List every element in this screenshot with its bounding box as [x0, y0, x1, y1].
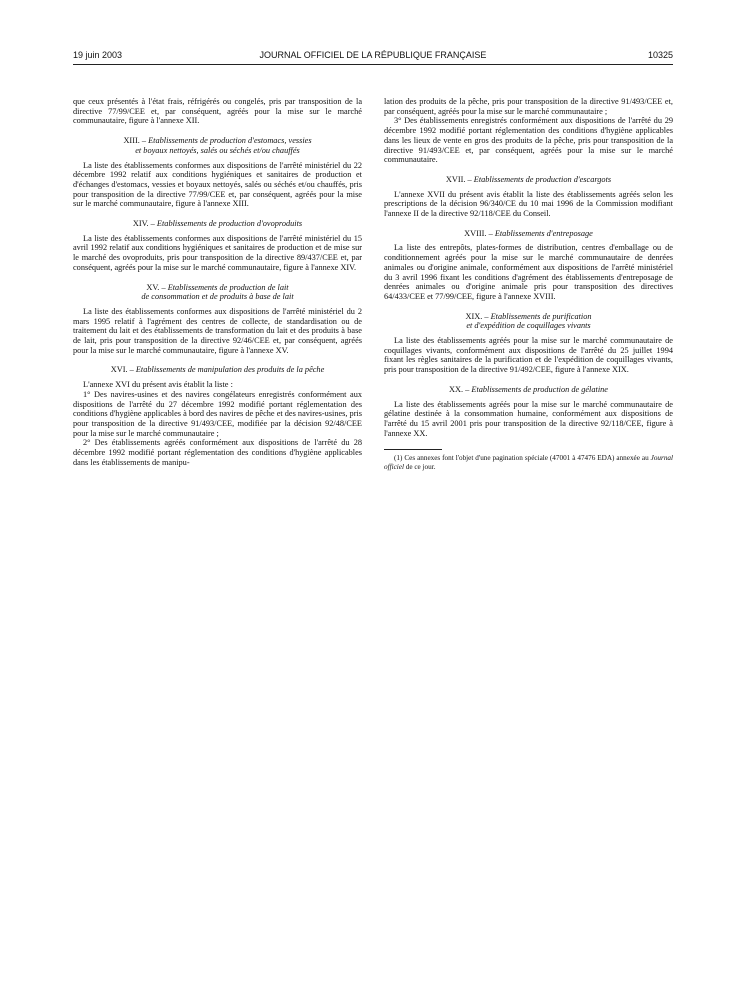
- section-number: XVIII. –: [464, 228, 493, 238]
- section-xix-heading: [384, 312, 673, 331]
- section-xviii-heading: [384, 229, 673, 239]
- section-title: Etablissements de purification: [490, 311, 592, 321]
- journal-title: JOURNAL OFFICIEL DE LA RÉPUBLIQUE FRANÇAISE: [259, 50, 487, 60]
- section-xiv-heading: [73, 219, 362, 229]
- section-title: Etablissements de manipulation des produits de la pêche: [135, 365, 325, 375]
- continuation-paragraph: lation des produits de la pêche, pris pour transposition de la directive 91/493/CEE et, par conséquent, agréés pour la mise sur le marché communautaire ;: [384, 97, 673, 116]
- section-xvi-item-1: 1° Des navires-usines et des navires congélateurs enregistrés conformément aux dispositions de l'arrêté du 27 décembre 1992 modifié portant réglementation des conditions d'hygiène applicables à bord des navires de pêche et des navires-usines, pris pour transposition de la directive 91/493/CEE, modifiée par la décision 92/48/CEE pour la mise sur le marché communautaire ;: [73, 389, 362, 438]
- section-xiv-body: La liste des établissements conformes aux dispositions de l'arrêté ministériel du 15 avril 1992 relatif aux conditions hygiéniques et sanitaires de production et de mise sur le marché des ovoproduits, pris pour transposition de la directive 89/437/CEE et, par conséquent, agréés pour la mise sur le marché communautaire, figure à l'annexe XIV.: [73, 233, 362, 272]
- section-title: Etablissements d'entreposage: [494, 228, 593, 238]
- section-xvi-item-3: 3° Des établissements enregistrés conformément aux dispositions de l'arrêté du 29 décembre 1992 modifié portant réglementation des conditions d'hygiène applicables dans les lieux de vente en gros des produits de la pêche, pris pour transposition de la directive 91/493/CEE et, par conséquent, agréés pour la mise sur le marché communautaire.: [384, 116, 673, 165]
- section-number: XVII. –: [445, 174, 472, 184]
- section-number: XVI. –: [110, 365, 134, 375]
- section-xvi-item-2: 2° Des établissements agréés conformément aux dispositions de l'arrêté du 28 décembre 1992 modifié portant réglementation des conditions d'hygiène applicables dans les établissements de manipu-: [73, 438, 362, 467]
- section-number: XV. –: [146, 282, 166, 292]
- footnote-text-end: de ce jour.: [405, 462, 436, 471]
- section-number: XIV. –: [132, 219, 155, 229]
- section-xvi-intro: L'annexe XVI du présent avis établit la liste :: [83, 380, 233, 390]
- section-title-line2: et d'expédition de coquillages vivants: [466, 321, 591, 331]
- section-xx-body: La liste des établissements agréés pour la mise sur le marché communautaire de gélatine destinée à la consommation humaine, conformément aux dispositions de l'arrêté du 15 avril 2001 pris pour transposition de la directive 92/118/CEE, figure à l'annexe XX.: [384, 399, 673, 438]
- section-title: Etablissements de production de gélatine: [471, 384, 608, 394]
- section-title: Etablissements de production d'estomacs, vessies: [148, 136, 312, 146]
- section-xiii-heading: [73, 136, 362, 155]
- footnote-text: (1) Ces annexes font l'objet d'une pagination spéciale (47001 à 47476 EDA) annexée au: [394, 454, 649, 463]
- section-title-line2: et boyaux nettoyés, salés ou séchés et/ou chauffés: [135, 145, 300, 155]
- right-column: [384, 97, 673, 472]
- section-xvii-heading: [384, 175, 673, 185]
- footnote-rule: [384, 449, 442, 450]
- footnote-journal-name: Journal officiel: [384, 454, 673, 471]
- section-xv-body: La liste des établissements conformes aux dispositions de l'arrêté ministériel du 2 mars 1995 relatif à l'agrément des centres de collecte, de standardisation ou de traitement du lait et des établissements de transformation du lait et des produits à base de lait, pris pour transposition de la directive 92/46/CEE et, par conséquent, agréés pour la mise sur le marché communautaire, figure à l'annexe XV.: [73, 306, 362, 355]
- section-number: XX. –: [449, 384, 470, 394]
- section-xviii-body: La liste des entrepôts, plates-formes de distribution, centres d'emballage ou de conditionnement agréés pour la mise sur le marché communautaire de denrées animales ou d'origine animale, conformément aux dispositions de l'arrêté ministériel du 3 avril 1996 fixant les conditions d'agrément des établissements d'entreposage de denrées animales ou d'origine animale pris pour transposition des directives 64/433/CEE et 77/99/CEE, figure à l'annexe XVIII.: [384, 243, 673, 301]
- intro-paragraph: que ceux présentés à l'état frais, réfrigérés ou congelés, pris par transposition de la directive 77/99/CEE et, par conséquent, agréés pour la mise sur le marché communautaire, figure à l'annexe XII.: [73, 97, 362, 126]
- section-title: Etablissements de production d'ovoproduits: [156, 219, 303, 229]
- page-number: 10325: [647, 50, 673, 60]
- footnote: [384, 454, 673, 471]
- page-header: [73, 50, 673, 64]
- section-xix-body: La liste des établissements agréés pour la mise sur le marché communautaire de coquillages vivants, conformément aux dispositions de l'arrêté du 25 juillet 1994 fixant les règles sanitaires de la purification et de l'expédition de coquillages vivants, pris pour transposition de la directive 91/492/CEE, figure à l'annexe XIX.: [384, 336, 673, 375]
- section-title-line2: de consommation et de produits à base de lait: [141, 292, 294, 302]
- section-title: Etablissements de production d'escargots: [473, 174, 612, 184]
- section-title: Etablissements de production de lait: [167, 282, 289, 292]
- section-xx-heading: [384, 385, 673, 395]
- section-number: XIII. –: [123, 136, 147, 146]
- header-rule: [73, 64, 673, 65]
- section-xv-heading: [73, 283, 362, 302]
- section-xiii-body: La liste des établissements conformes aux dispositions de l'arrêté ministériel du 22 décembre 1992 relatif aux conditions hygiéniques et sanitaires de production et d'échanges d'estomacs, vessies et boyaux nettoyés, salés ou séchés et/ou chauffés, pris pour transposition de la directive 77/99/CEE et, par conséquent, agréés pour la mise sur le marché communautaire, figure à l'annexe XIII.: [73, 160, 362, 209]
- section-xvii-body: L'annexe XVII du présent avis établit la liste des établissements agréés selon les prescriptions de la décision 96/340/CE du 10 mai 1996 de la Commission modifiant l'annexe II de la directive 92/118/CEE du Conseil.: [384, 189, 673, 219]
- left-column: [73, 97, 362, 468]
- section-number: XIX. –: [465, 311, 489, 321]
- issue-date: 19 juin 2003: [73, 50, 123, 60]
- section-xvi-heading: [73, 365, 362, 375]
